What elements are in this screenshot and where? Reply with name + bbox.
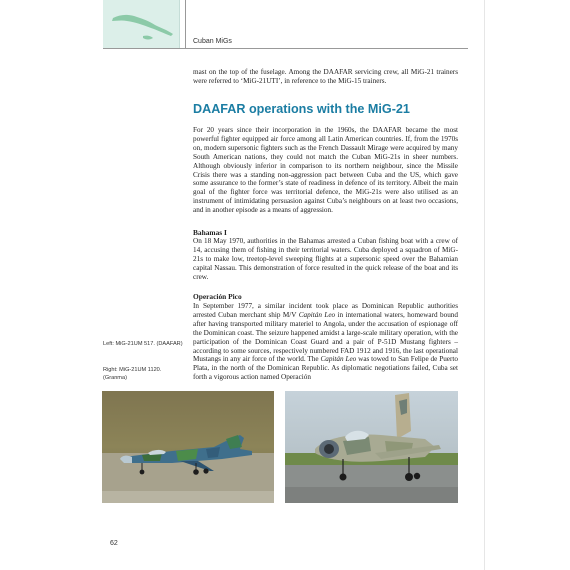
subsection-title-bahamas: Bahamas I	[193, 228, 227, 237]
text-segment: In September 1977, a similar incident took place as Dominican Republic authorities arrested Cuban merchant ship M/V	[193, 302, 458, 319]
aircraft-photo-right	[285, 391, 458, 503]
page-number: 62	[110, 540, 118, 547]
caption-right-photo: Right: MiG-21UM 1120. (Granma)	[103, 367, 162, 381]
ship-name: Capitán Leo	[298, 310, 336, 319]
caption-left-photo: Left: MiG-21UM 517. (DAAFAR)	[103, 341, 183, 347]
section-title: DAAFAR operations with the MiG-21	[193, 102, 410, 116]
header-divider-vertical	[185, 0, 186, 48]
photo-mig21um-1120	[285, 391, 458, 503]
cuba-map-thumbnail	[103, 0, 180, 48]
text-segment: in international waters, homeward bound after having transported military materiel to Angola, under the accusation of espionage off the Dominican coast. The seizure happened amidst a large-scale military operation, with the participation of the Dominican Coast Guard and a pair of P-51D Mustang fighters – according to some sources, respectively numbered FAD 1912 and 1916, the last operational Mustangs in any air force of the world. The	[193, 310, 458, 364]
paragraph-operacion-pico	[193, 302, 458, 382]
text-segment: was towed to San Felipe de Puerto Plata, in the north of the Dominican Republic. As diplomatic negotiations failed, Cuba set forth a vigorous action named Operación	[193, 355, 458, 382]
cuba-map-icon	[103, 0, 179, 48]
photo-mig21um-517	[102, 391, 274, 503]
paragraph-daafar-operations: For 20 years since their incorporation in the 1960s, the DAAFAR became the most powerful fighter equipped air force among all Latin American countries. If, from the 1970s on, modern supersonic fighters such as the French Dassault Mirage were acquired by many South American nations, they could not match the Cuban MiG-21s in sheer numbers. Although obviously inferior in comparison to its northern neighbour, since the Missile Crisis there was a standing non-aggression pact between Cuba and the US, which gave some assurance to the former’s state of readiness in defence of its territory. Albeit the main goal of the fighter force was territorial defence, the MiG-21s were also utilised as an instrument of intimidating persuasion against Cuba’s neighbours on at least two occasions, and in another episode as a means of aggression.	[193, 126, 458, 215]
page-edge	[484, 0, 485, 570]
intro-paragraph: mast on the top of the fuselage. Among the DAAFAR servicing crew, all MiG-21 trainers were referred to ‘MiG-21UTI’, in reference to the MiG-15 trainers.	[193, 68, 458, 85]
paragraph-bahamas: On 18 May 1970, authorities in the Bahamas arrested a Cuban fishing boat with a crew of 14, accusing them of fishing in their territorial waters. Cuba deployed a squadron of MiG-21s to make low, treetop-level sweeping flights at a supersonic speed over the Bahamian capital Nassau. This demonstration of force resulted in the quick release of the boat and its crew.	[193, 237, 458, 281]
running-head: Cuban MiGs	[193, 38, 232, 45]
ship-name: Capitán Leo	[320, 355, 357, 364]
aircraft-photo-left	[102, 391, 274, 503]
subsection-title-operacion-pico: Operación Pico	[193, 292, 242, 301]
header-divider-horizontal	[103, 48, 468, 49]
